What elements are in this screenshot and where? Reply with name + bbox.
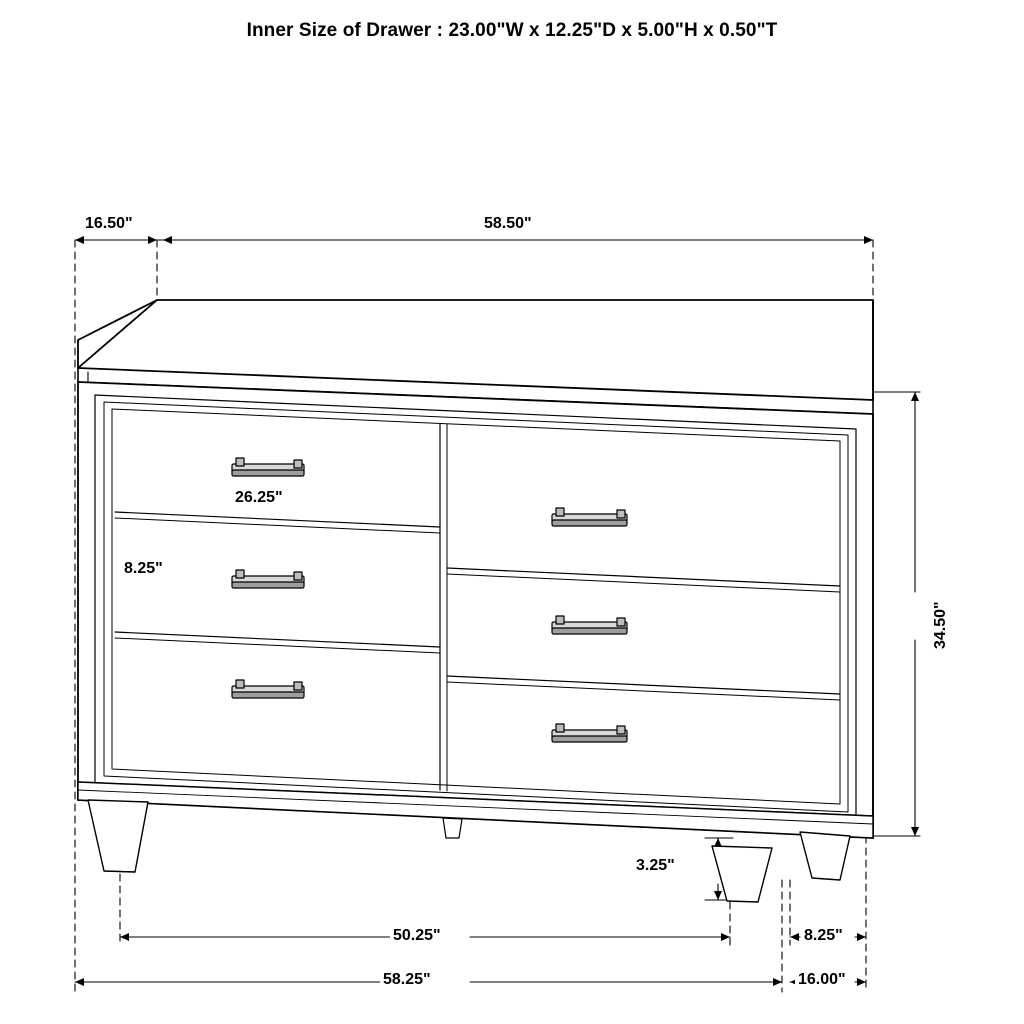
dimension-base-depth: 16.00"	[795, 971, 849, 989]
dimension-leg-height: 3.25"	[633, 857, 678, 875]
dimension-overall-height: 34.50"	[932, 598, 950, 652]
dimension-drawer-width: 26.25"	[232, 489, 286, 507]
dimension-base-side-depth: 8.25"	[801, 927, 846, 945]
dimension-depth-top: 16.50"	[82, 215, 136, 233]
dimension-base-overall-width: 58.25"	[380, 971, 434, 989]
dimension-base-inner-width: 50.25"	[390, 927, 444, 945]
dimension-width-top: 58.50"	[481, 215, 535, 233]
dimension-drawer-height: 8.25"	[121, 560, 166, 578]
page-title: Inner Size of Drawer : 23.00"W x 12.25"D x 5.00"H x 0.50"T	[246, 20, 778, 41]
